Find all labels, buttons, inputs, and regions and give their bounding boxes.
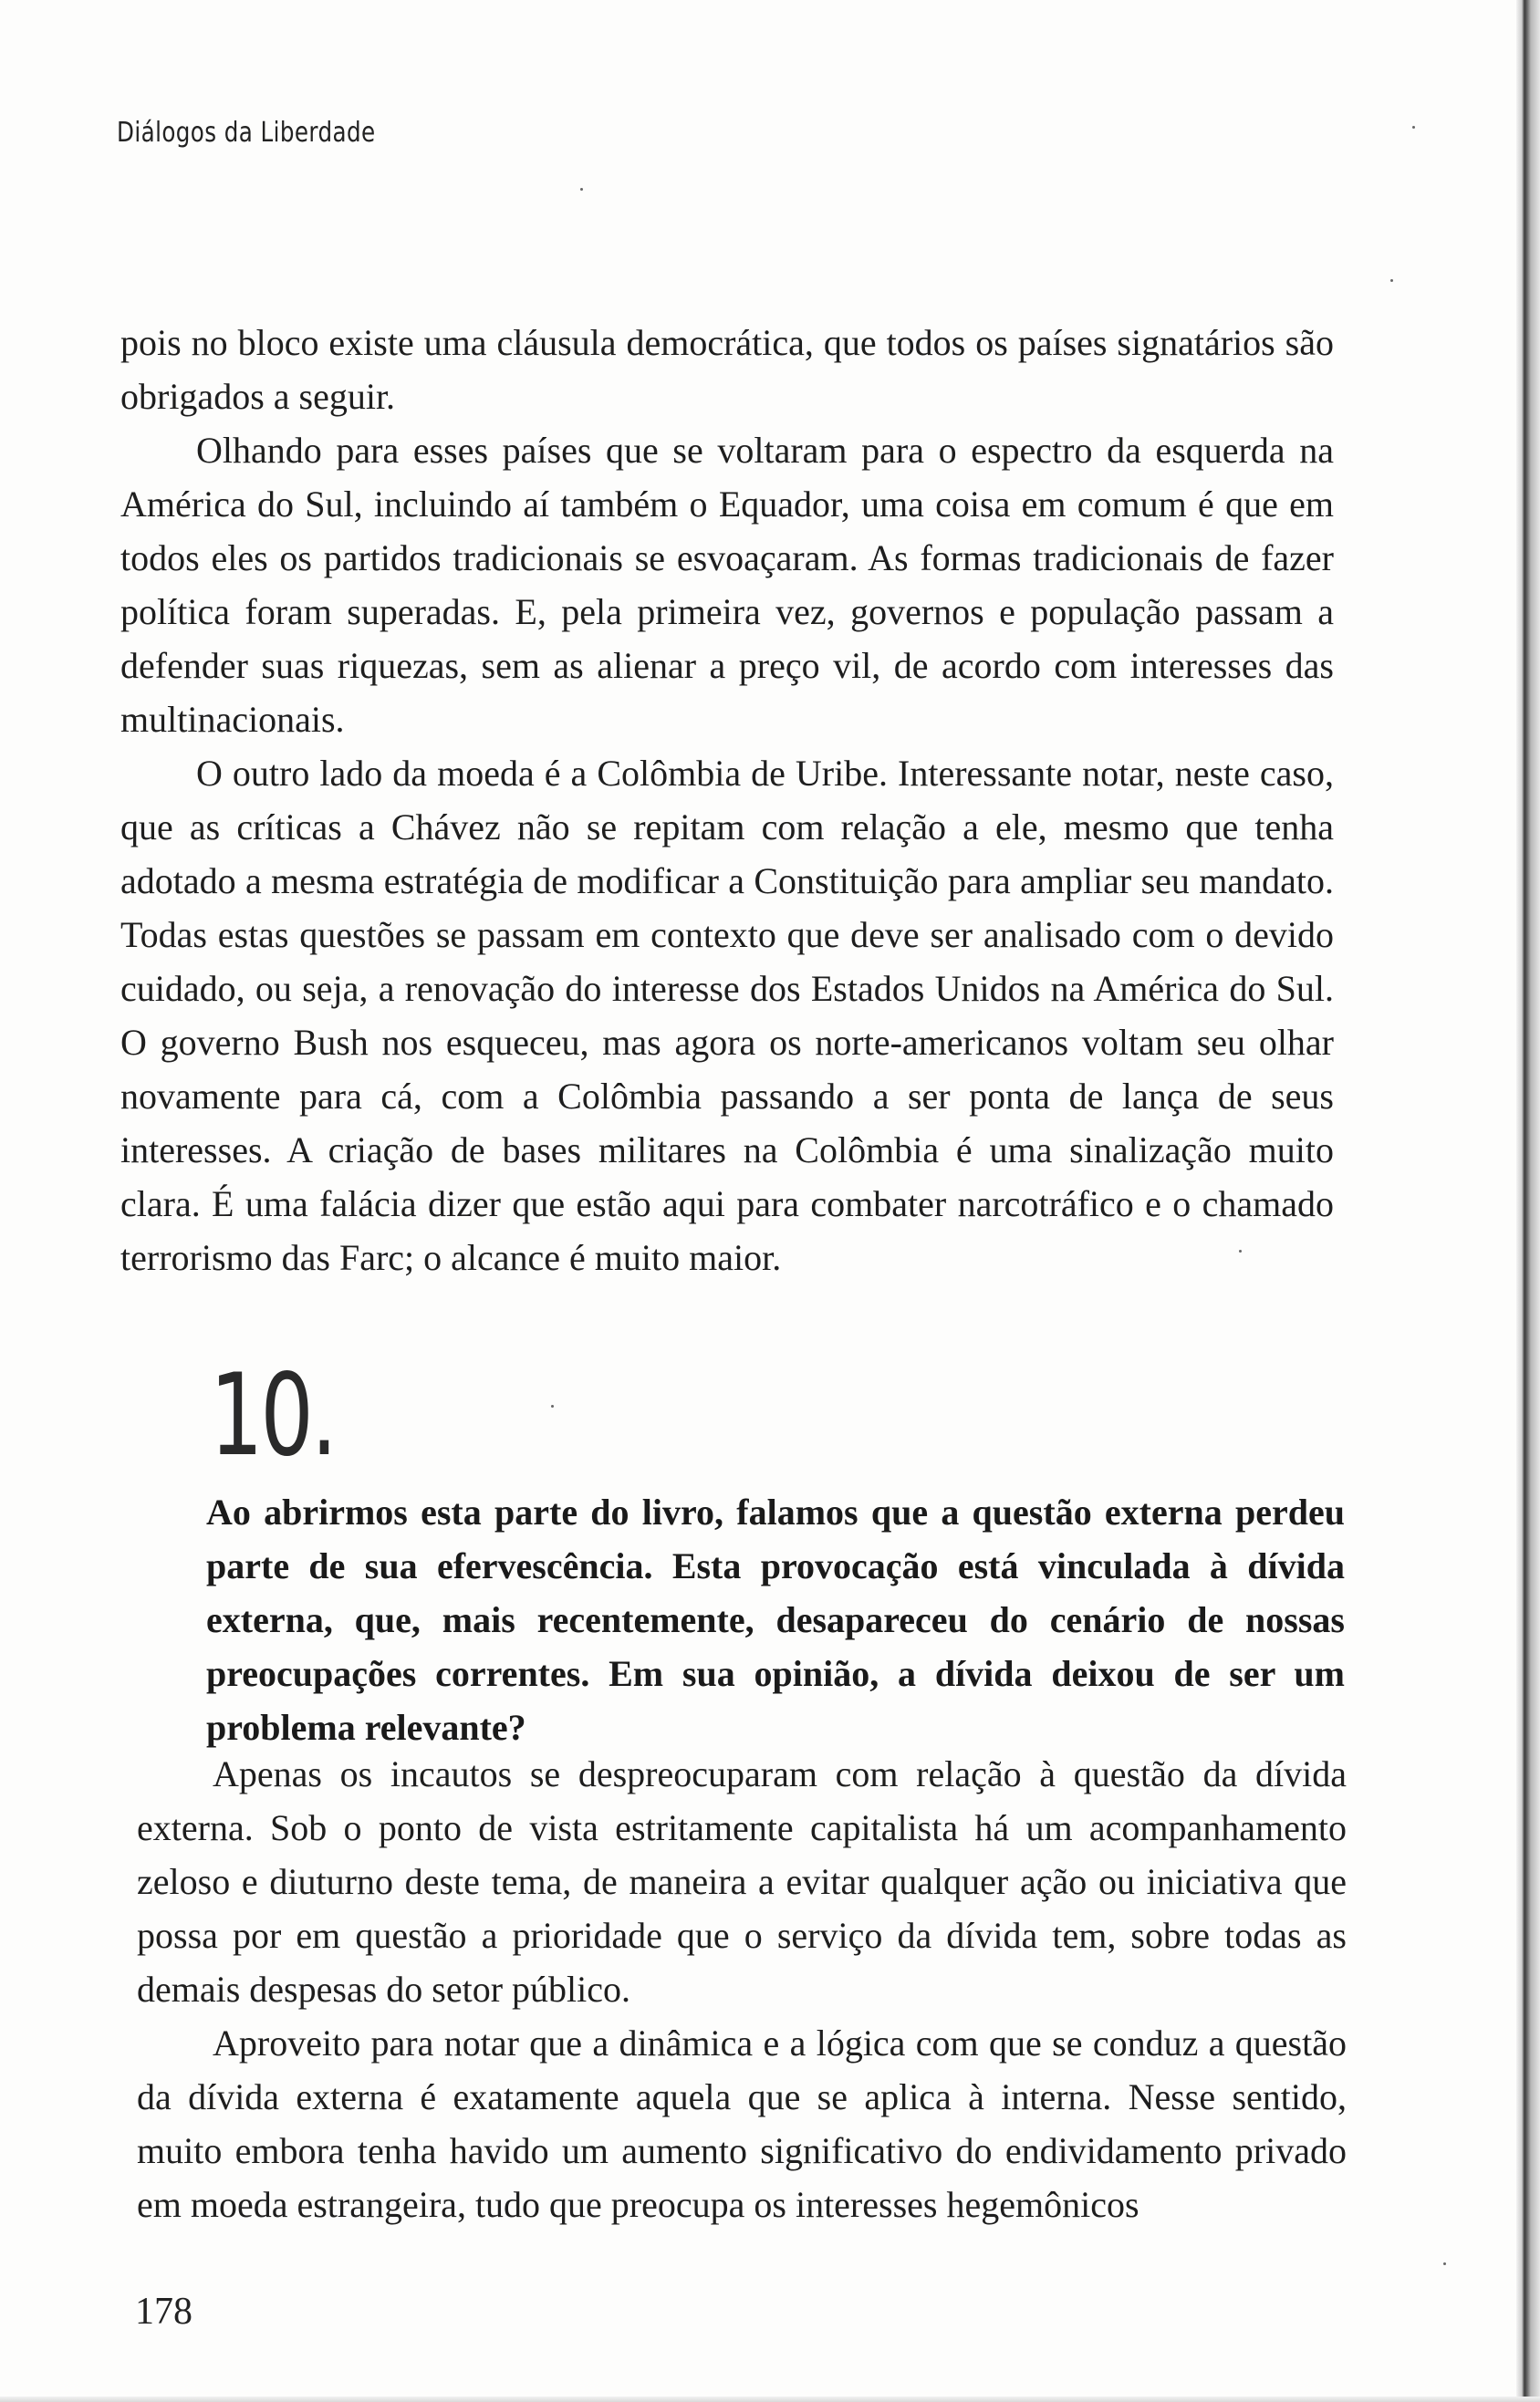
page-bottom-edge (0, 2397, 1540, 2402)
running-header: Diálogos da Liberdade (117, 117, 376, 149)
paragraph: O outro lado da moeda é a Colômbia de Uribe. Interessante notar, neste caso, que as críticas a Chávez não se repitam com relação a ele, mesmo que tenha adotado a mesma estratégia de modificar a Constituição para ampliar seu mandato. Todas estas questões se passam em contexto que deve ser analisado com o devido cuidado, ou seja, a renovação do interesse dos Estados Unidos na América do Sul. O governo Bush nos esqueceu, mas agora os norte-americanos voltam seu olhar novamente para cá, com a Colômbia passando a ser ponta de lança de seus interesses. A criação de bases militares na Colômbia é uma sinalização muito clara. É uma falácia dizer que estão aqui para combater narcotráfico e o chamado terrorismo das Farc; o alcance é muito maior. (120, 753, 1334, 1278)
book-spine-edge (1516, 0, 1540, 2402)
paragraph: Aproveito para notar que a dinâmica e a lógica com que se conduz a questão da dívida externa é exatamente aquela que se aplica à interna. Nesse sentido, muito embora tenha havido um aumento significativo do endividamento privado em moeda estrangeira, tudo que preocupa os interesses hegemônicos (137, 2022, 1347, 2225)
scan-speck (1239, 1250, 1242, 1253)
interview-question (206, 1485, 1345, 1754)
scan-speck (1412, 126, 1415, 129)
body-text-bottom (137, 1747, 1347, 2231)
body-text-top (120, 316, 1334, 1284)
paragraph: Olhando para esses países que se voltaram para o espectro da esquerda na América do Sul, incluindo aí também o Equador, uma coisa em comum é que em todos eles os partidos tradicionais se esvoaçaram. As formas tradicionais de fazer política foram superadas. E, pela primeira vez, governos e população passam a defender suas riquezas, sem as alienar a preço vil, de acordo com interesses das multinacionais. (120, 430, 1334, 740)
scan-speck (1390, 279, 1393, 282)
page-number: 178 (135, 2291, 192, 2333)
scan-speck (1443, 2262, 1446, 2265)
scan-speck (551, 1405, 554, 1408)
scan-speck (580, 188, 583, 191)
paragraph: pois no bloco existe uma cláusula democrática, que todos os países signatários são obrigados a seguir. (120, 322, 1334, 417)
question-text: Ao abrirmos esta parte do livro, falamos que a questão externa perdeu parte de sua efervescência. Esta provocação está vinculada à dívida externa, que, mais recentemente, desapareceu do cenário de nossas preocupações correntes. Em sua opinião, a dívida deixou de ser um problema relevante? (206, 1492, 1345, 1748)
section-number: 10. (210, 1350, 336, 1482)
paragraph: Apenas os incautos se despreocuparam com relação à questão da dívida externa. Sob o ponto de vista estritamente capitalista há um acompanhamento zeloso e diuturno deste tema, de maneira a evitar qualquer ação ou iniciativa que possa por em questão a prioridade que o serviço da dívida tem, sobre todas as demais despesas do setor público. (137, 1753, 1347, 2010)
